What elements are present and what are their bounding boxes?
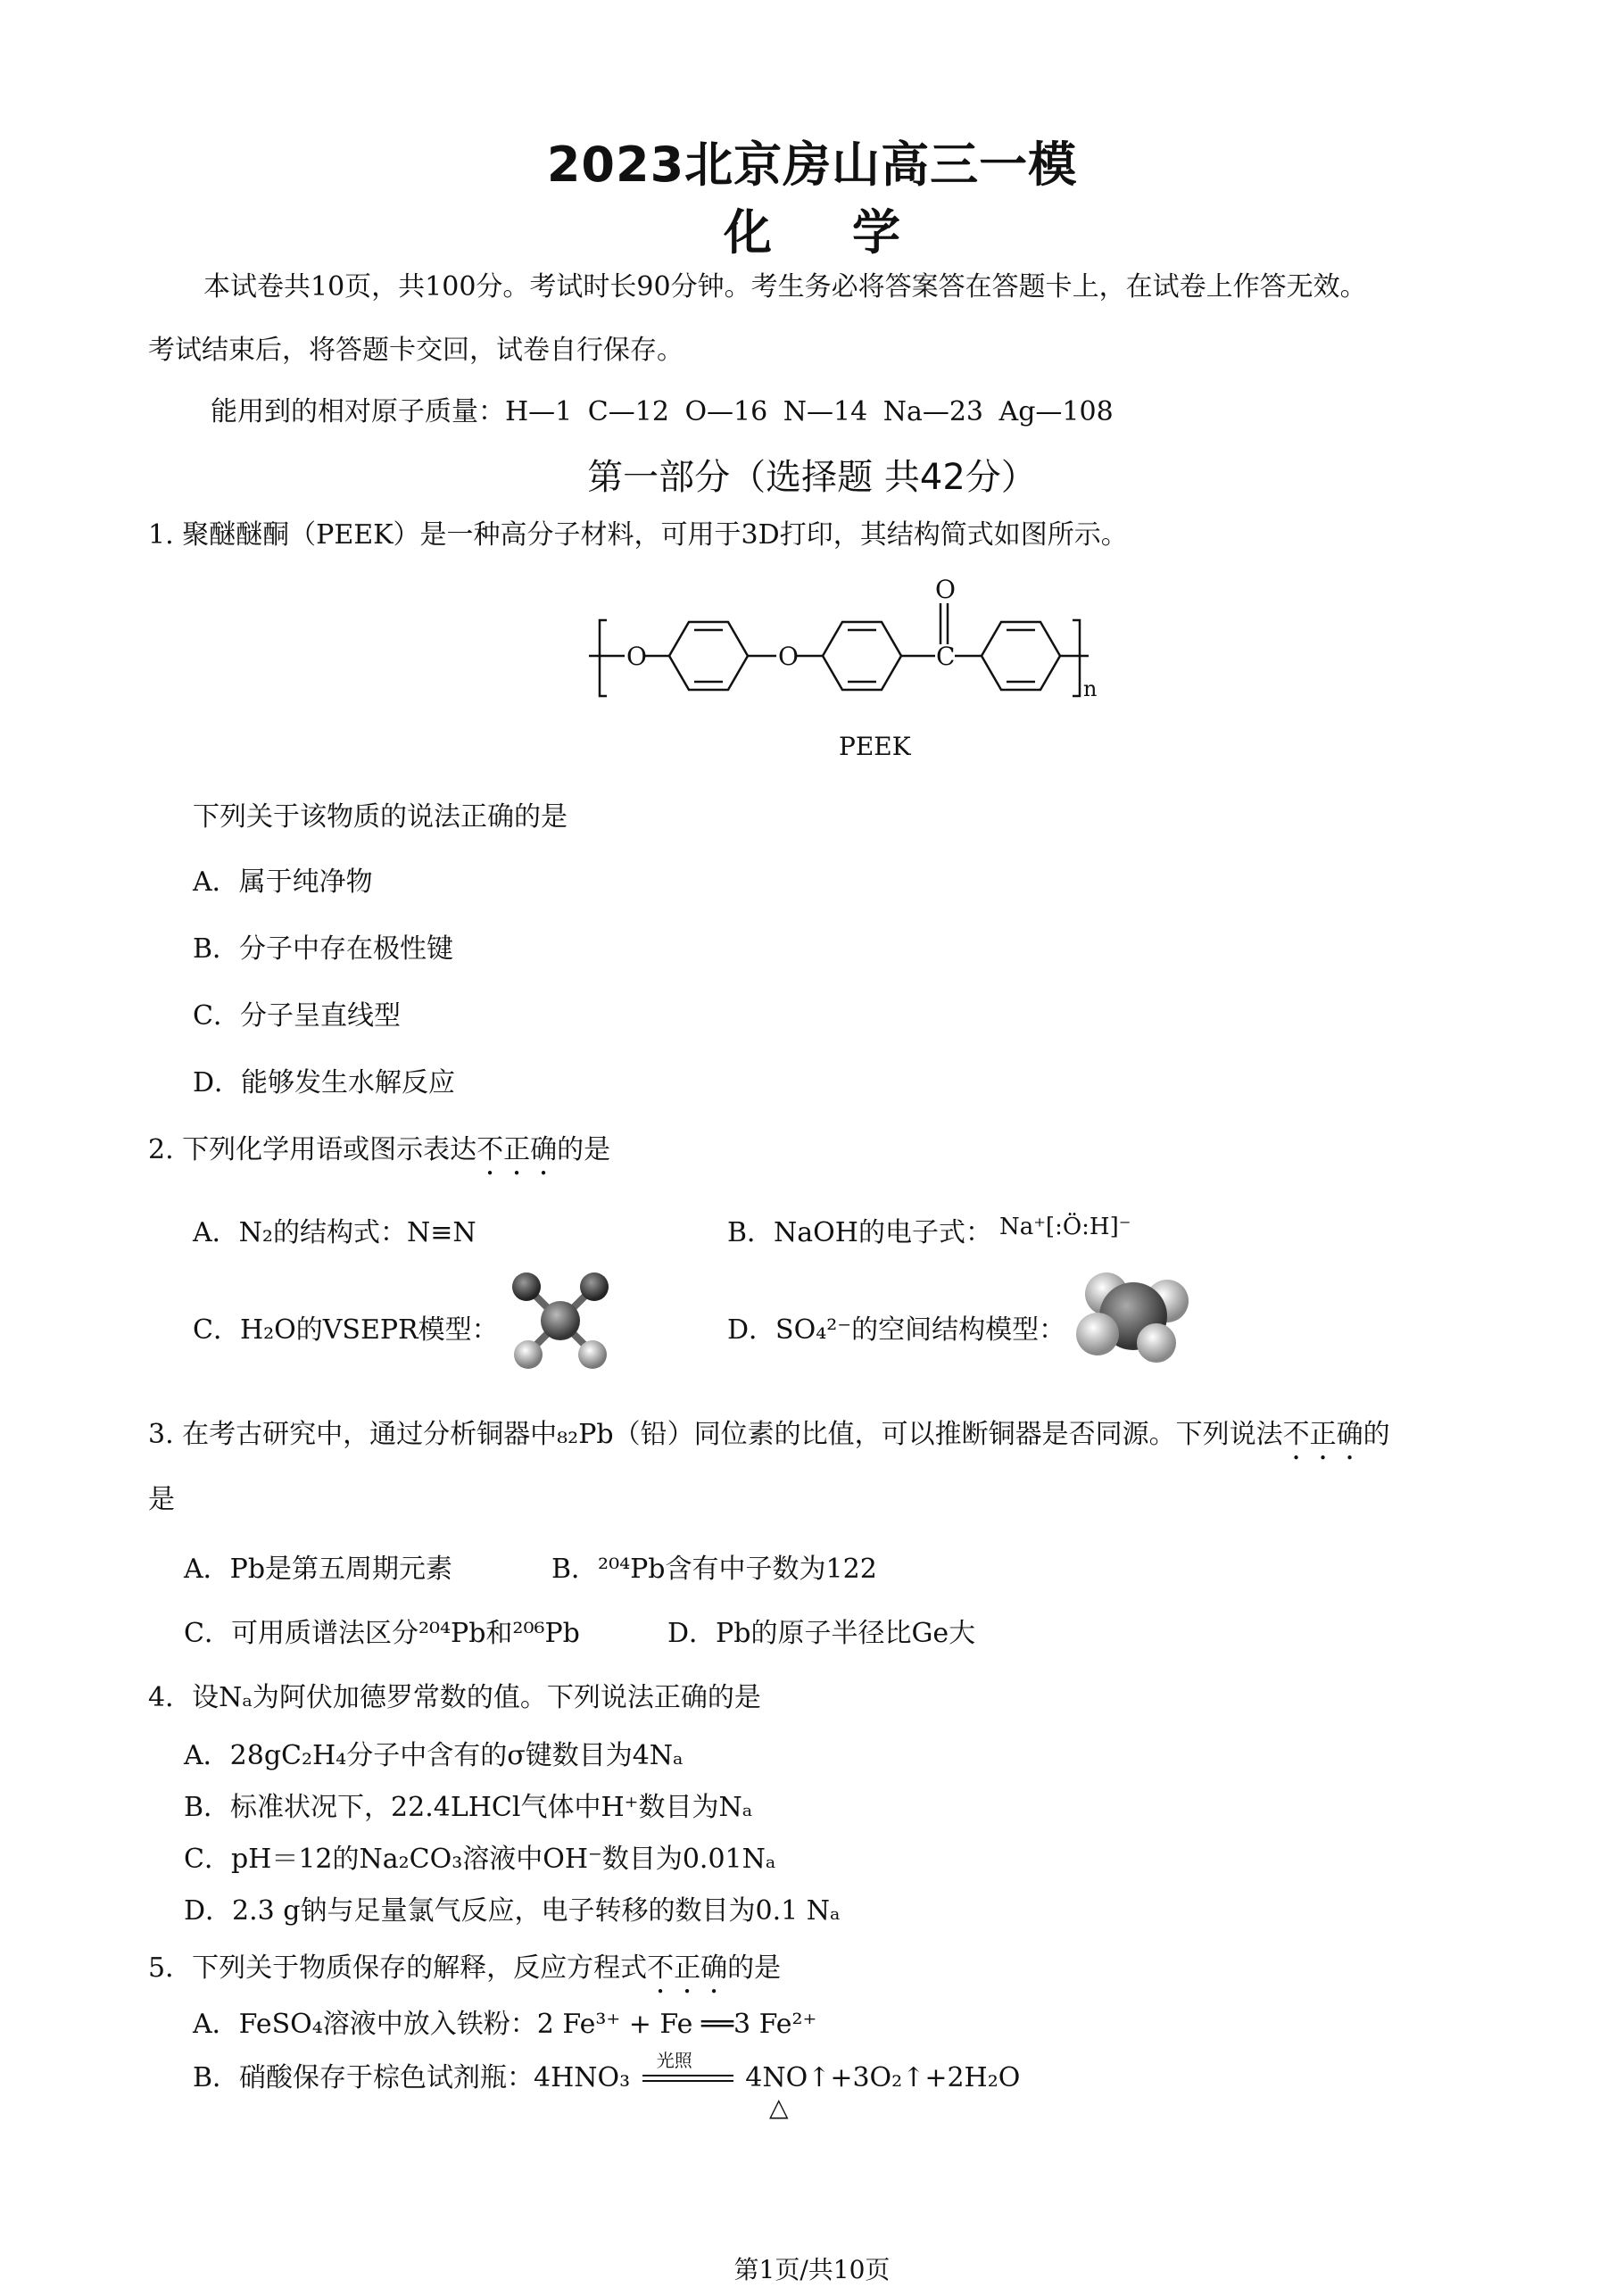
q5-condition-light: 光照 [656, 2050, 692, 2071]
q4-option-c: C．pH＝12的Na₂CO₃溶液中OH⁻数目为0.01Nₐ [184, 1844, 776, 1875]
q5-equals-line-top [642, 2075, 733, 2076]
q1-option-b: B．分子中存在极性键 [193, 933, 454, 965]
q1-stem: 1. 聚醚醚酮（PEEK）是一种高分子材料，可用于3D打印，其结构简式如图所示。 [148, 519, 1128, 551]
atomic-masses: 能用到的相对原子质量：H—1 C—12 O—16 N—14 Na—23 Ag—108 [211, 396, 1114, 427]
instructions-line1: 本试卷共10页，共100分。考试时长90分钟。考生务必将答案答在答题卡上，在试卷上作答无效。 [203, 271, 1367, 303]
q2-option-b-text: B．NaOH的电子式： [727, 1217, 992, 1248]
q5-option-a: A．FeSO₄溶液中放入铁粉：2 Fe³⁺ + Fe ══3 Fe²⁺ [193, 2009, 817, 2040]
q1-option-c: C．分子呈直线型 [193, 1000, 401, 1032]
q2-stem-emphasis: 不正确 [476, 1134, 558, 1165]
q5-stem [148, 1945, 781, 2000]
q3-option-b: B．²⁰⁴Pb含有中子数为122 [551, 1554, 877, 1585]
q2-stem [148, 1127, 610, 1181]
q5-reaction-arrow [639, 2050, 737, 2093]
q4-option-a: A．28gC₂H₄分子中含有的σ键数目为4Nₐ [184, 1740, 684, 1771]
q5-option-b-post: 4NO↑+3O₂↑+2H₂O [745, 2062, 1021, 2093]
subject-title: 化学 [724, 204, 981, 261]
q2-option-a: A．N₂的结构式：N≡N [193, 1217, 476, 1248]
peek-o-middle: O [778, 642, 799, 671]
peek-o-carbonyl: O [935, 575, 956, 604]
peek-o-left: O [626, 642, 647, 671]
q3-option-c: C．可用质谱法区分²⁰⁴Pb和²⁰⁶Pb [184, 1618, 580, 1649]
q3-stem-line2: 是 [148, 1484, 175, 1515]
q1-ask: 下列关于该物质的说法正确的是 [193, 801, 568, 833]
naoh-electron-formula: Na⁺[:Ö:H]⁻ [998, 1214, 1131, 1240]
q2-stem-post: 的是 [557, 1134, 611, 1165]
q4-option-d: D．2.3 g钠与足量氯气反应，电子转移的数目为0.1 Nₐ [184, 1895, 841, 1927]
q3-stem-post: 的 [1363, 1419, 1390, 1450]
q3-option-a: A．Pb是第五周期元素 [184, 1554, 453, 1585]
q2-option-c: C．H₂O的VSEPR模型： [193, 1314, 499, 1346]
section-title: 第一部分（选择题 共42分） [587, 457, 1037, 498]
q4-option-b: B．标准状况下，22.4LHCl气体中H⁺数目为Nₐ [184, 1792, 753, 1823]
peek-c: C [936, 642, 956, 671]
q3-stem [148, 1412, 1390, 1466]
q5-equals-line-bottom [642, 2080, 733, 2082]
q4-stem: 4．设Nₐ为阿伏加德罗常数的值。下列说法正确的是 [148, 1682, 761, 1713]
q2-option-b [727, 1210, 1131, 1249]
q1-option-d: D．能够发生水解反应 [193, 1067, 456, 1098]
so4-space-filling-model-image [1071, 1267, 1196, 1365]
q3-option-d: D．Pb的原子半径比Ge大 [667, 1618, 976, 1649]
q5-stem-emphasis: 不正确 [647, 1952, 728, 1984]
instructions-line2: 考试结束后，将答题卡交回，试卷自行保存。 [148, 335, 684, 366]
peek-structure-diagram [589, 571, 1124, 758]
h2o-vsepr-model-image [507, 1267, 614, 1374]
page-number: 第1页/共10页 [733, 2255, 891, 2284]
exam-title: 2023北京房山高三一模 [546, 137, 1078, 193]
q3-stem-pre: 3. 在考古研究中，通过分析铜器中₈₂Pb（铅）同位素的比值，可以推断铜器是否同源。下列说法 [148, 1419, 1283, 1450]
q2-stem-pre: 2. 下列化学用语或图示表达 [148, 1134, 477, 1165]
q3-stem-emphasis: 不正确 [1282, 1419, 1363, 1450]
q5-stem-post: 的是 [727, 1952, 782, 1984]
q5-stem-pre: 5．下列关于物质保存的解释，反应方程式 [148, 1952, 648, 1984]
peek-label: PEEK [839, 732, 911, 761]
peek-n-subscript: n [1083, 676, 1098, 701]
q5-heat-symbol: △ [769, 2093, 789, 2122]
q2-option-d: D．SO₄²⁻的空间结构模型： [727, 1314, 1066, 1346]
q5-option-b-pre: B．硝酸保存于棕色试剂瓶：4HNO₃ [193, 2062, 631, 2093]
q1-option-a: A．属于纯净物 [193, 866, 373, 898]
q5-option-b [193, 2050, 1021, 2094]
